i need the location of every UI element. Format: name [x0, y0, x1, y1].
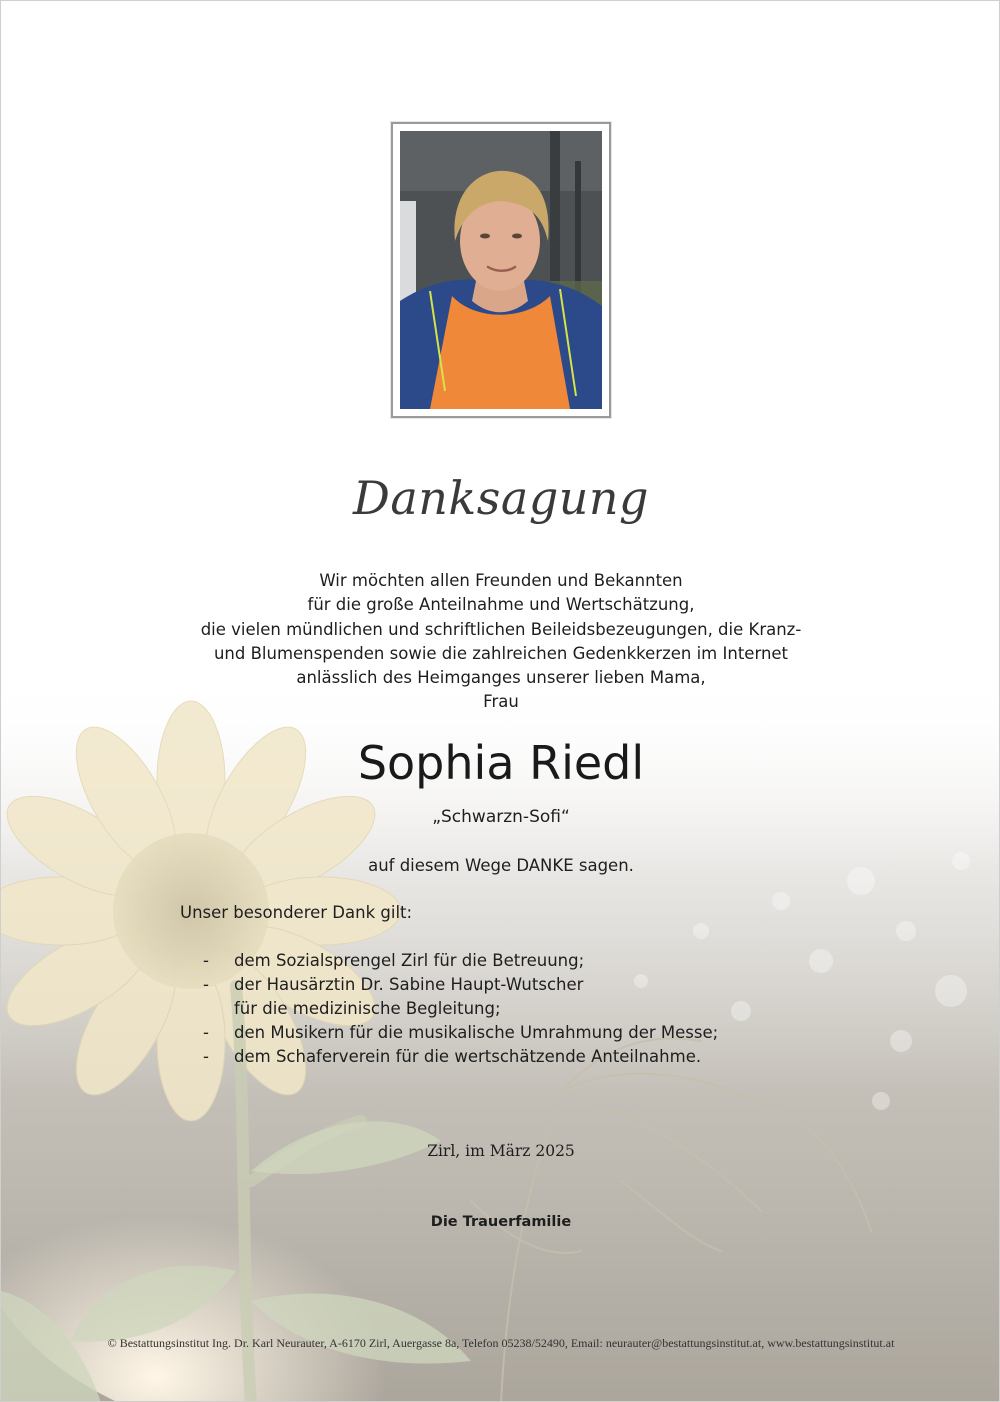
- portrait-frame: [391, 122, 611, 418]
- intro-line: Wir möchten allen Freunden und Bekannten: [319, 571, 683, 590]
- portrait-photo: [400, 131, 602, 409]
- list-dash: -: [203, 975, 209, 994]
- thanks-list: [201, 949, 718, 1069]
- intro-line: für die große Anteilnahme und Wertschätzung,: [307, 595, 695, 615]
- list-item: [201, 1021, 718, 1045]
- place-date: Zirl, im März 2025: [427, 1142, 575, 1160]
- list-item-text: den Musikern für die musikalische Umrahmung der Messe;: [234, 1023, 719, 1042]
- list-dash: -: [203, 1023, 209, 1042]
- intro-line: die vielen mündlichen und schriftlichen Beileidsbezeugungen, die Kranz-: [200, 619, 802, 639]
- list-dash: -: [203, 951, 209, 970]
- list-item-text: dem Sozialsprengel Zirl für die Betreuung;: [234, 951, 585, 970]
- list-item: [201, 997, 718, 1021]
- signature: Die Trauerfamilie: [430, 1214, 572, 1230]
- list-item-text: für die medizinische Begleitung;: [234, 999, 501, 1018]
- deceased-name: Sophia Riedl: [357, 736, 645, 790]
- list-item: [201, 973, 718, 997]
- footer-credit: © Bestattungsinstitut Ing. Dr. Karl Neurauter, A-6170 Zirl, Auergasse 8a, Telefon 05238/52490, Email: neurauter@bestattungsinstitut.at, www.bestattungsinstitut.at: [107, 1336, 895, 1350]
- list-item-text: dem Schaferverein für die wertschätzende Anteilnahme.: [234, 1047, 702, 1066]
- intro-line: Frau: [483, 692, 519, 712]
- deceased-nickname: „Schwarzn-Sofi“: [432, 807, 570, 827]
- notice-heading: Danksagung: [353, 471, 649, 525]
- intro-text: [151, 569, 851, 715]
- list-dash: -: [203, 1047, 209, 1066]
- intro-line: anlässlich des Heimganges unserer lieben Mama,: [296, 668, 706, 688]
- intro-line: und Blumenspenden sowie die zahlreichen Gedenkkerzen im Internet: [213, 643, 789, 663]
- list-item: [201, 1045, 718, 1069]
- danke-line: auf diesem Wege DANKE sagen.: [368, 856, 634, 875]
- list-item: [201, 949, 718, 973]
- list-item-text: der Hausärztin Dr. Sabine Haupt-Wutscher: [234, 975, 584, 994]
- thanks-intro: Unser besonderer Dank gilt:: [180, 903, 413, 922]
